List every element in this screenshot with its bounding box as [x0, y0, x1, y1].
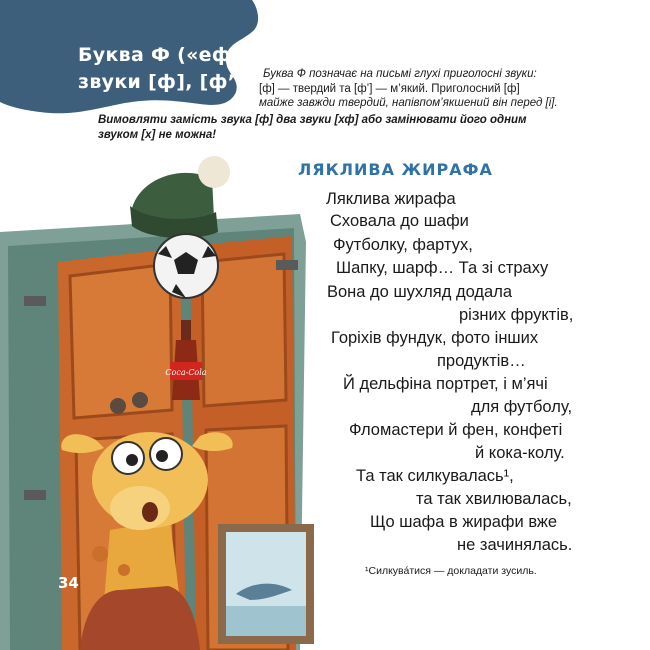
- poem-line: Фломастери й фен, конфеті: [349, 421, 563, 439]
- poem-line: Шапку, шарф… Та зі страху: [336, 259, 549, 277]
- poem-line: Та так силкувалась¹,: [356, 467, 514, 485]
- footnote: ¹Силкува́тися — докладати зусиль.: [365, 565, 537, 577]
- poem-title: ЛЯКЛИВА ЖИРАФА: [298, 160, 493, 179]
- intro-line-2: [ф] — твердий та [ф’] — м’який. Приголосний [ф]: [259, 82, 520, 95]
- section-title-line2: звуки [ф], [ф’]: [78, 71, 245, 93]
- intro-line-4: Вимовляти замість звука [ф] два звуки [хф] або замінювати його одним: [98, 114, 527, 126]
- poem-line: Горіхів фундук, фото інших: [331, 329, 539, 347]
- poem-line: Сховала до шафи: [330, 212, 469, 230]
- intro-block-top: [259, 67, 639, 111]
- intro-line-1: Буква Ф позначає на письмі глухі приголосні звуки:: [263, 68, 537, 80]
- bottle-label: Coca-Cola: [165, 368, 207, 377]
- intro-line-3: майже завжди твердий, напівпом’якшений він перед [і].: [259, 97, 558, 109]
- poem-line: Ляклива жирафа: [326, 190, 456, 208]
- intro-line-5: звуком [х] не можна!: [98, 128, 217, 141]
- poem-line: Вона до шухляд додала: [327, 283, 513, 301]
- poem-line: різних фруктів,: [459, 306, 574, 324]
- section-title: [78, 42, 260, 96]
- poem-line: Й дельфіна портрет, і м’ячі: [343, 375, 548, 393]
- poem-line: Футболку, фартух,: [333, 236, 473, 254]
- poem-line: продуктів…: [437, 352, 526, 370]
- page-number: 34: [58, 574, 79, 592]
- poem-line: Що шафа в жирафи вже: [370, 513, 558, 531]
- hat-icon: [130, 156, 230, 238]
- poem-line: не зачинялась.: [457, 536, 573, 554]
- dolphin-picture-icon: [218, 524, 314, 644]
- section-title-line1: Буква Ф («еф»),: [78, 44, 261, 66]
- poem-line: й кока-колу.: [475, 444, 565, 462]
- poem-line: для футболу,: [471, 398, 573, 416]
- football-icon: [154, 234, 218, 298]
- intro-block-bottom: [98, 113, 628, 142]
- wardrobe-giraffe-illustration: [0, 150, 330, 650]
- poem-line: та так хвилювалась,: [416, 490, 572, 508]
